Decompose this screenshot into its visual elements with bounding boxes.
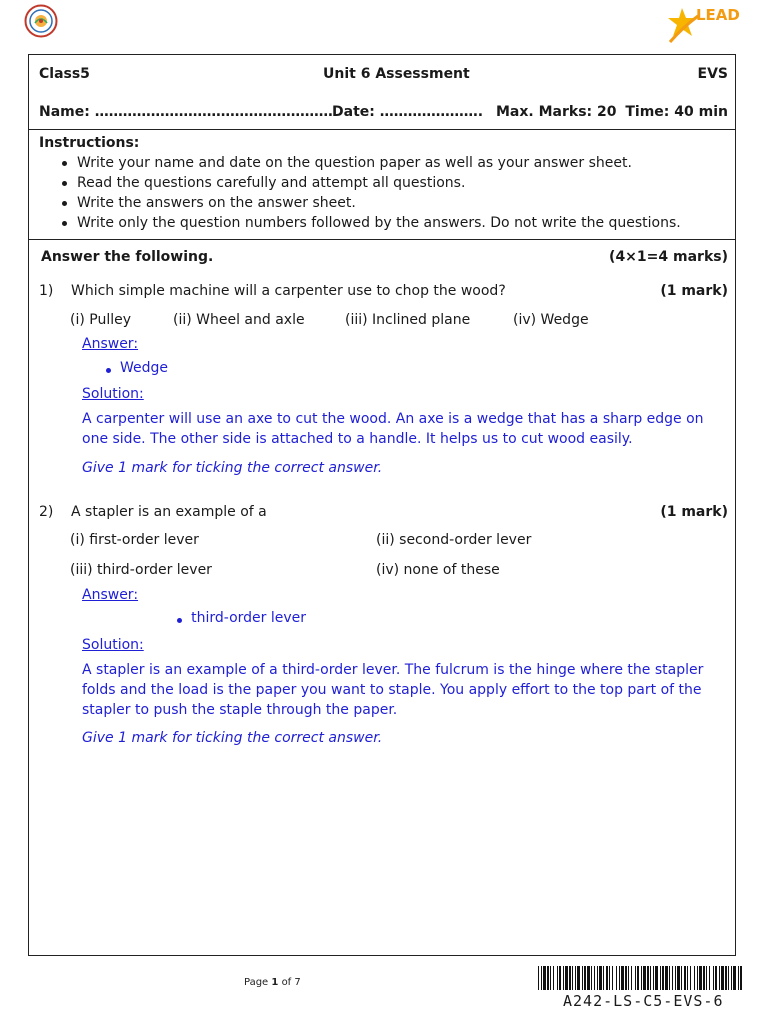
barcode-bar xyxy=(594,966,595,990)
barcode-bar xyxy=(625,966,627,990)
marking-note: Give 1 mark for ticking the correct answer. xyxy=(82,730,383,746)
instruction-item: Write the answers on the answer sheet. xyxy=(59,193,681,213)
barcode xyxy=(538,966,743,990)
barcode-bar xyxy=(563,966,564,990)
barcode-bar xyxy=(621,966,624,990)
barcode-bar xyxy=(677,966,680,990)
question-number: 1) xyxy=(39,283,54,299)
subject-label: EVS xyxy=(697,66,728,82)
barcode-bar xyxy=(628,966,629,990)
instructions-list xyxy=(59,153,681,233)
barcode-bar xyxy=(641,966,642,990)
barcode-bar xyxy=(699,966,702,990)
question-marks: (1 mark) xyxy=(660,283,728,299)
section-title: Answer the following. xyxy=(41,249,214,265)
barcode-bar xyxy=(550,966,551,990)
question-number: 2) xyxy=(39,504,54,520)
barcode-bar xyxy=(582,966,583,990)
barcode-bar xyxy=(687,966,688,990)
option: (iii) third-order lever xyxy=(70,562,212,578)
barcode-bar xyxy=(662,966,664,990)
barcode-bar xyxy=(547,966,549,990)
barcode-bar xyxy=(660,966,661,990)
option: (ii) second-order lever xyxy=(376,532,532,548)
barcode-bar xyxy=(643,966,646,990)
barcode-bar xyxy=(672,966,673,990)
solution-line: folds and the load is the paper you want to staple. You apply effort to the top part of the xyxy=(82,682,702,698)
solution-text xyxy=(82,409,704,449)
question-text: Which simple machine will a carpenter use to chop the wood? xyxy=(71,283,506,299)
option: (iv) Wedge xyxy=(513,312,589,328)
solution-line: A stapler is an example of a third-order lever. The fulcrum is the hinge where the stapler xyxy=(82,662,704,678)
barcode-bar xyxy=(715,966,717,990)
time-limit: Time: 40 min xyxy=(625,104,728,120)
divider xyxy=(29,239,735,240)
barcode-bar xyxy=(569,966,571,990)
option: (iii) Inclined plane xyxy=(345,312,471,328)
marking-note: Give 1 mark for ticking the correct answer. xyxy=(82,460,383,476)
barcode-bar xyxy=(675,966,676,990)
solution-label: Solution: xyxy=(82,637,144,653)
barcode-bar xyxy=(584,966,586,990)
barcode-bar xyxy=(597,966,598,990)
barcode-bar xyxy=(572,966,573,990)
barcode-bar xyxy=(553,966,554,990)
barcode-bar xyxy=(684,966,686,990)
class-label: Class5 xyxy=(39,66,90,82)
barcode-bar xyxy=(603,966,604,990)
barcode-bar xyxy=(647,966,649,990)
barcode-bar xyxy=(637,966,639,990)
barcode-bar xyxy=(559,966,561,990)
assessment-title: Unit 6 Assessment xyxy=(323,66,470,82)
option: (i) first-order lever xyxy=(70,532,199,548)
barcode-bar xyxy=(725,966,727,990)
lead-logo xyxy=(668,2,748,44)
barcode-bar xyxy=(694,966,695,990)
question-marks: (1 mark) xyxy=(660,504,728,520)
answer-label: Answer: xyxy=(82,587,139,603)
date-field: Date: …………………. xyxy=(332,104,484,120)
option: (iv) none of these xyxy=(376,562,500,578)
barcode-bar xyxy=(635,966,636,990)
barcode-bar xyxy=(706,966,707,990)
barcode-bar xyxy=(697,966,698,990)
divider xyxy=(29,129,735,130)
instruction-item: Write only the question numbers followed by the answers. Do not write the questions. xyxy=(59,213,681,233)
barcode-bar xyxy=(575,966,576,990)
barcode-bar xyxy=(587,966,590,990)
page-indicator xyxy=(244,977,301,988)
barcode-bar xyxy=(650,966,651,990)
barcode-bar xyxy=(565,966,568,990)
barcode-bar xyxy=(655,966,658,990)
barcode-bar xyxy=(719,966,720,990)
instruction-item: Write your name and date on the question paper as well as your answer sheet. xyxy=(59,153,681,173)
barcode-bar xyxy=(709,966,710,990)
barcode-bar xyxy=(713,966,714,990)
answer-value: third-order lever xyxy=(173,610,306,626)
question-paper-frame xyxy=(28,54,736,956)
answer-value: Wedge xyxy=(102,360,168,376)
option: (ii) Wheel and axle xyxy=(173,312,305,328)
barcode-bar xyxy=(577,966,580,990)
instructions-heading: Instructions: xyxy=(39,135,140,151)
barcode-bar xyxy=(557,966,558,990)
barcode-bar xyxy=(619,966,620,990)
max-marks: Max. Marks: 20 xyxy=(496,104,617,120)
page-number: 1 xyxy=(271,977,279,988)
section-marks: (4×1=4 marks) xyxy=(609,249,728,265)
barcode-bar xyxy=(606,966,608,990)
barcode-bar xyxy=(541,966,542,990)
barcode-bar xyxy=(665,966,668,990)
page-total: 7 xyxy=(294,977,301,988)
page-word: Page xyxy=(244,977,269,988)
option: (i) Pulley xyxy=(70,312,132,328)
solution-line: A carpenter will use an axe to cut the wood. An axe is a wedge that has a sharp edge on xyxy=(82,411,704,427)
instruction-item: Read the questions carefully and attempt all questions. xyxy=(59,173,681,193)
barcode-bar xyxy=(653,966,654,990)
barcode-bar xyxy=(591,966,592,990)
barcode-bar xyxy=(738,966,739,990)
barcode-bar xyxy=(538,966,539,990)
barcode-bar xyxy=(669,966,670,990)
solution-label: Solution: xyxy=(82,386,144,402)
document-code: A242-LS-C5-EVS-6 xyxy=(563,992,724,1010)
barcode-bar xyxy=(703,966,705,990)
barcode-bar xyxy=(599,966,602,990)
barcode-bar xyxy=(690,966,691,990)
of-word: of xyxy=(281,977,292,988)
barcode-bar xyxy=(616,966,617,990)
school-emblem-logo xyxy=(24,4,58,38)
barcode-bar xyxy=(731,966,732,990)
barcode-bar xyxy=(631,966,632,990)
solution-line: one side. The other side is attached to a handle. It helps us to cut wood easily. xyxy=(82,431,633,447)
barcode-bar xyxy=(740,966,742,990)
solution-line: stapler to push the staple through the paper. xyxy=(82,702,398,718)
barcode-bar xyxy=(733,966,736,990)
question-text: A stapler is an example of a xyxy=(71,504,267,520)
barcode-bar xyxy=(728,966,729,990)
name-field: Name: …………………………………………… xyxy=(39,104,333,120)
barcode-bar xyxy=(612,966,613,990)
barcode-bar xyxy=(721,966,724,990)
barcode-bar xyxy=(543,966,546,990)
answer-label: Answer: xyxy=(82,336,139,352)
barcode-bar xyxy=(609,966,610,990)
lead-logo-text: LEAD xyxy=(696,6,740,24)
barcode-bar xyxy=(681,966,682,990)
solution-text xyxy=(82,660,703,720)
